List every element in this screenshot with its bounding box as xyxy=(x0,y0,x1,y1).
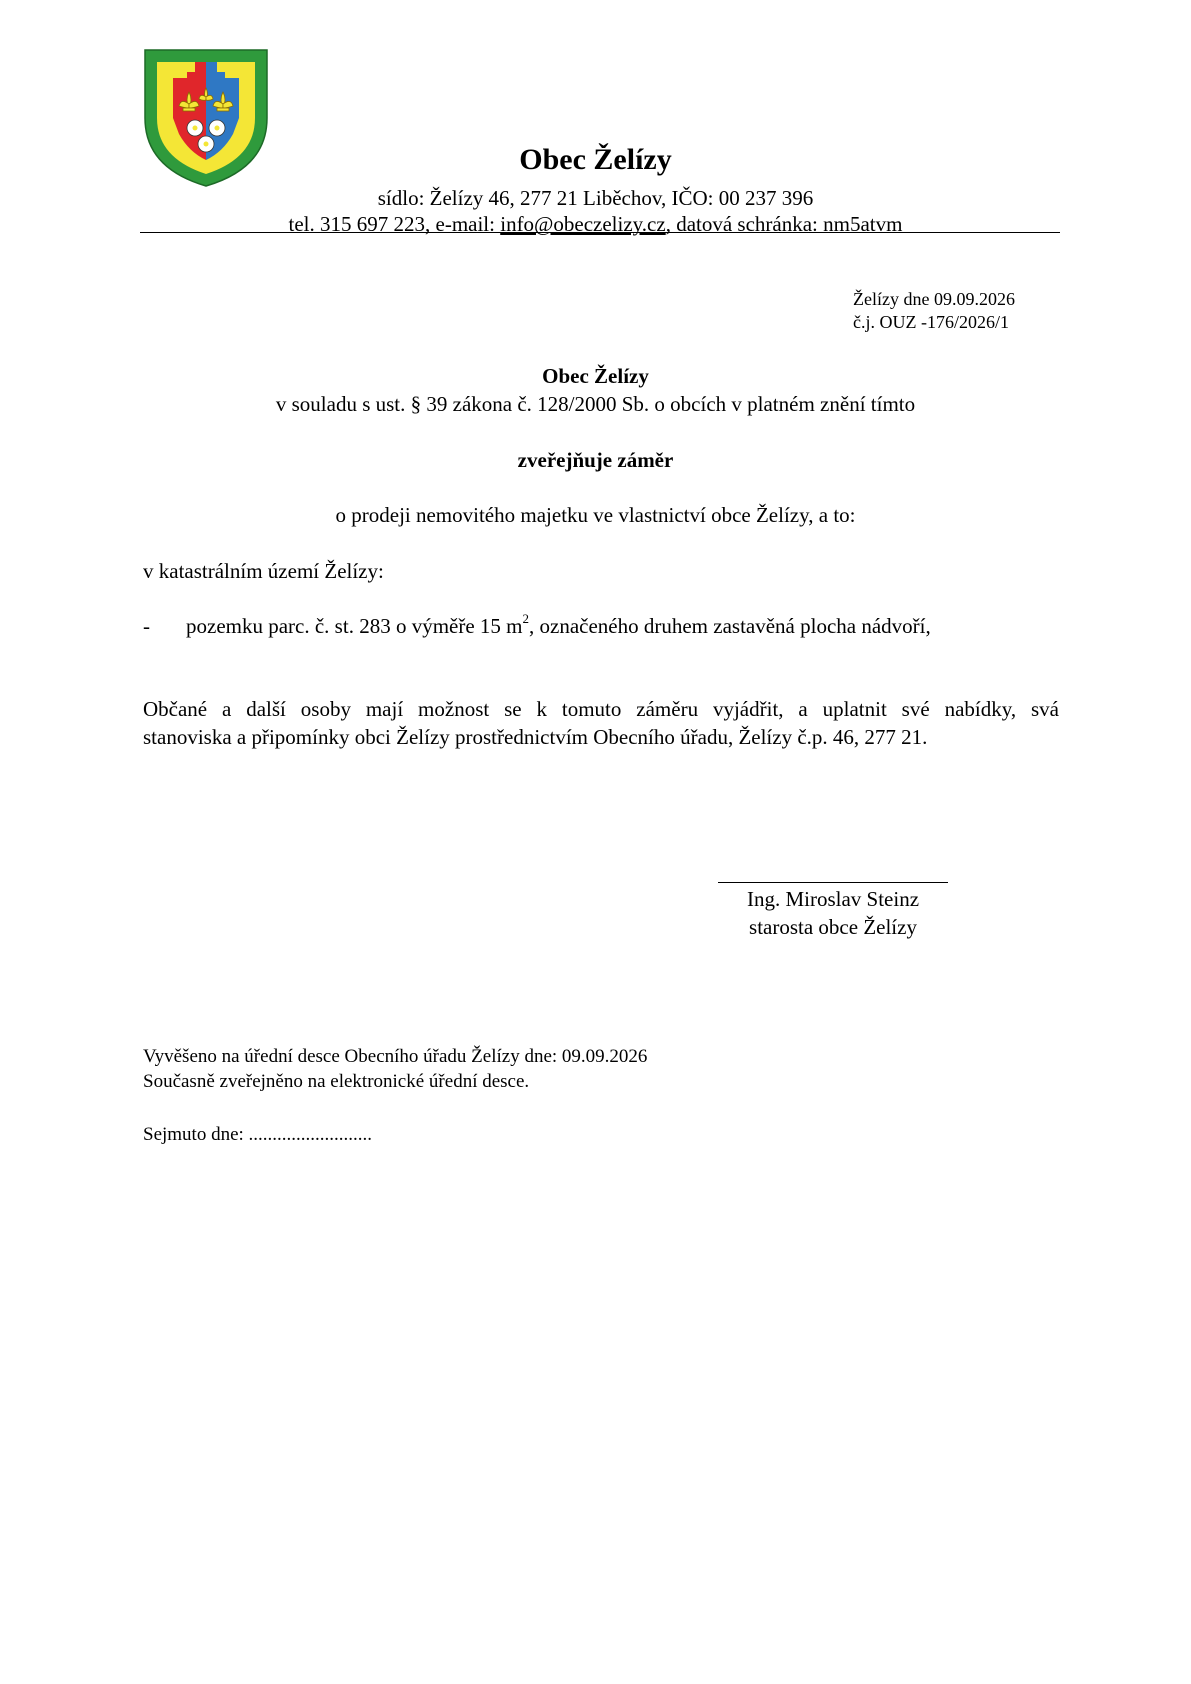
parcel-superscript: 2 xyxy=(522,611,529,626)
removed-date: Sejmuto dne: .......................... xyxy=(143,1124,373,1145)
email-link[interactable]: info@obeczelizy.cz xyxy=(500,212,666,236)
parcel-text: pozemku parc. č. st. 283 o výměře 15 m xyxy=(186,614,523,638)
reference-number: č.j. OUZ -176/2026/1 xyxy=(853,312,1009,332)
parcel-text-tail: , označeného druhem zastavěná plocha nádvoří, xyxy=(529,614,931,638)
signatory-role: starosta obce Želízy xyxy=(749,915,917,939)
notice-line-1: Občané a další osoby mají možnost se k tomuto záměru vyjádřit, a uplatnit své nabídky, svá xyxy=(143,697,1059,721)
intent-text: o prodeji nemovitého majetku ve vlastnictví obce Želízy, a to: xyxy=(335,503,856,527)
municipality-title: Obec Želízy xyxy=(519,143,672,176)
contact-prefix: tel. 315 697 223, e-mail: xyxy=(288,212,501,236)
electronic-notice: Současně zveřejněno na elektronické úřední desce. xyxy=(143,1071,530,1092)
cadastral-area: v katastrálním území Želízy: xyxy=(143,559,384,583)
legal-basis: v souladu s ust. § 39 zákona č. 128/2000 Sb. o obcích v platném znění tímto xyxy=(275,392,916,416)
signature-line xyxy=(718,882,948,883)
list-item-parcel xyxy=(186,611,931,639)
intent-heading: zveřejňuje záměr xyxy=(517,448,674,472)
document-date: Želízy dne 09.09.2026 xyxy=(853,289,1015,309)
authority-heading: Obec Želízy xyxy=(542,364,649,388)
address-line: sídlo: Želízy 46, 277 21 Liběchov, IČO: 00 237 396 xyxy=(377,186,814,210)
header-divider xyxy=(140,232,1060,233)
notice-line-2: stanoviska a připomínky obci Želízy prostřednictvím Obecního úřadu, Želízy č.p. 46, 277 21. xyxy=(143,725,928,749)
list-item-dash: - xyxy=(143,614,150,638)
contact-line xyxy=(0,212,1191,237)
signatory-name: Ing. Miroslav Steinz xyxy=(746,887,920,911)
contact-suffix: , datová schránka: nm5atvm xyxy=(665,212,903,236)
posted-notice: Vyvěšeno na úřední desce Obecního úřadu Želízy dne: 09.09.2026 xyxy=(143,1046,648,1067)
